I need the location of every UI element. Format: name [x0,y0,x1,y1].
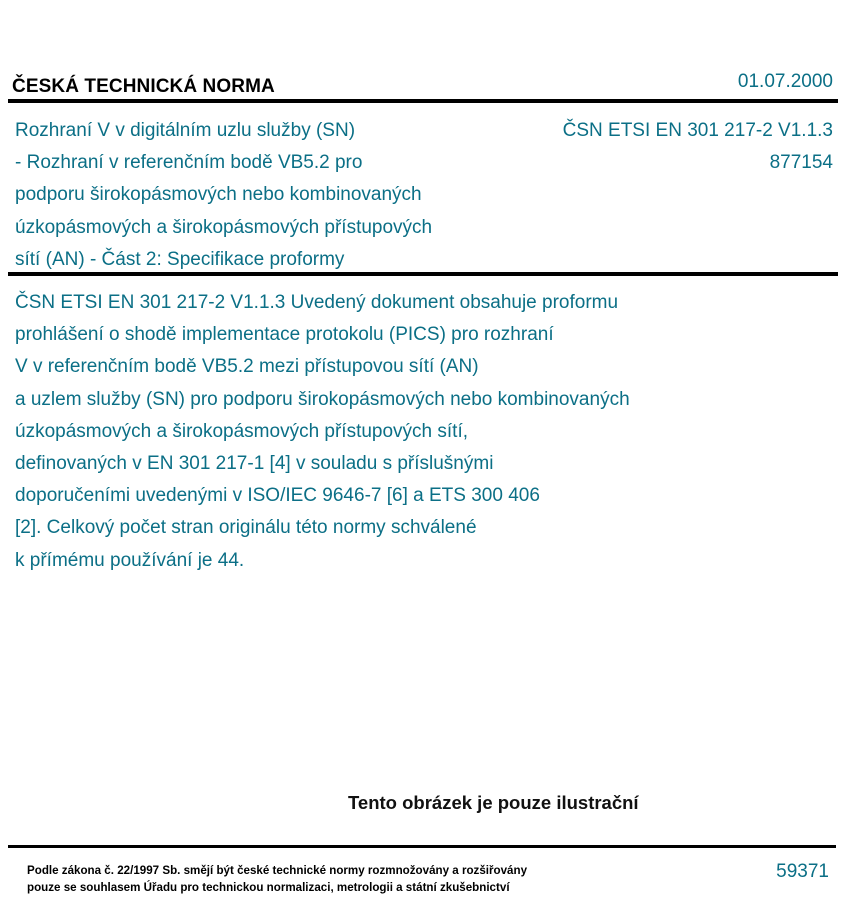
abstract-line: prohlášení o shodě implementace protokolu (PICS) pro rozhraní [15,324,554,346]
standard-title-line: sítí (AN) - Část 2: Specifikace proformy [15,248,345,270]
standard-title-line: podporu širokopásmových nebo kombinovaných [15,184,422,206]
standard-title-line: Rozhraní V v digitálním uzlu služby (SN) [15,120,356,141]
legal-notice-line: Podle zákona č. 22/1997 Sb. smějí být české technické normy rozmnožovány a rozšiřovány [27,864,528,877]
abstract-line: [2]. Celkový počet stran originálu této normy schválené [15,517,477,539]
abstract-line: úzkopásmových a širokopásmových přístupových sítí, [15,420,469,442]
document-heading: ČESKÁ TECHNICKÁ NORMA [12,76,275,97]
abstract-line: k přímému používání je 44. [15,549,245,571]
abstract [15,287,735,577]
standard-identifiers [563,115,833,179]
legal-notice-line: pouze se souhlasem Úřadu pro technickou normalizaci, metrologii a státní zkušebnictví [27,881,510,894]
abstract-line: ČSN ETSI EN 301 217-2 V1.1.3 Uvedený dokument obsahuje proformu [15,292,619,313]
abstract-line: a uzlem služby (SN) pro podporu širokopásmových nebo kombinovaných [15,388,630,410]
footer-divider [8,845,836,848]
header-divider [8,99,838,103]
class-number: 877154 [769,152,833,174]
title-divider [8,272,838,276]
standard-designation: ČSN ETSI EN 301 217-2 V1.1.3 [562,120,833,141]
standard-title-line: - Rozhraní v referenčním bodě VB5.2 pro [15,152,363,174]
legal-notice [27,862,527,896]
abstract-line: V v referenčním bodě VB5.2 mezi přístupovou sítí (AN) [15,356,479,378]
abstract-line: definovaných v EN 301 217-1 [4] v souladu s příslušnými [15,453,494,475]
standard-title [15,115,515,276]
standard-title-line: úzkopásmových a širokopásmových přístupových [15,216,433,238]
document-number: 59371 [776,861,829,882]
publication-date: 01.07.2000 [737,71,833,92]
abstract-line: doporučeními uvedenými v ISO/IEC 9646-7 [6] a ETS 300 406 [15,485,540,507]
illustrative-note: Tento obrázek je pouze ilustrační [348,792,639,813]
